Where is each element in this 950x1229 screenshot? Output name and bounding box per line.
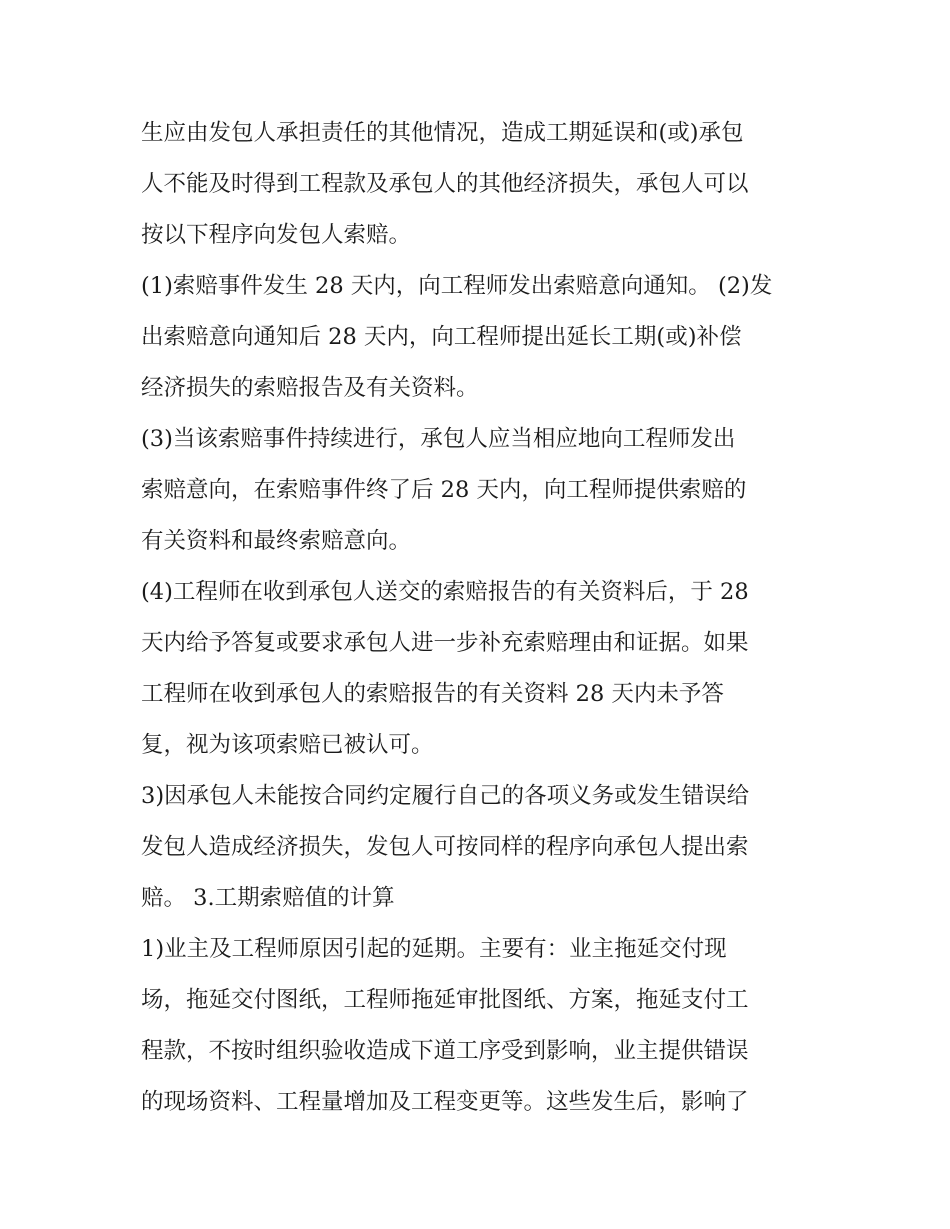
text-line: (4)工程师在收到承包人送交的索赔报告的有关资料后，于 28: [141, 579, 749, 605]
document-body: [141, 108, 821, 1128]
text-line: 生应由发包人承担责任的其他情况，造成工期延误和(或)承包: [141, 120, 744, 146]
text-line: 发包人造成经济损失，发包人可按同样的程序向承包人提出索: [141, 834, 749, 860]
text-line: 经济损失的索赔报告及有关资料。: [141, 375, 479, 401]
text-line: 出索赔意向通知后 28 天内，向工程师提出延长工期(或)补偿: [141, 324, 742, 350]
text-line: 的现场资料、工程量增加及工程变更等。这些发生后，影响了: [141, 1089, 749, 1115]
text-line: 人不能及时得到工程款及承包人的其他经济损失，承包人可以: [141, 171, 749, 197]
text-line: 程款，不按时组织验收造成下道工序受到影响，业主提供错误: [141, 1038, 749, 1064]
text-line: (1)索赔事件发生 28 天内，向工程师发出索赔意向通知。 (2)发: [141, 273, 773, 299]
text-line: 3)因承包人未能按合同约定履行自己的各项义务或发生错误给: [141, 783, 750, 809]
text-line: 索赔意向，在索赔事件终了后 28 天内，向工程师提供索赔的: [141, 477, 747, 503]
text-line: 1)业主及工程师原因引起的延期。主要有：业主拖延交付现: [141, 936, 727, 962]
text-line: 工程师在收到承包人的索赔报告的有关资料 28 天内未予答: [141, 681, 724, 707]
text-line: (3)当该索赔事件持续进行，承包人应当相应地向工程师发出: [141, 426, 736, 452]
text-line: 天内给予答复或要求承包人进一步补充索赔理由和证据。如果: [141, 630, 749, 656]
text-line: 复，视为该项索赔已被认可。: [141, 732, 434, 758]
text-line: 按以下程序向发包人索赔。: [141, 222, 412, 248]
text-line: 场，拖延交付图纸，工程师拖延审批图纸、方案，拖延支付工: [141, 987, 749, 1013]
text-line: 赔。 3.工期索赔值的计算: [141, 885, 395, 911]
text-line: 有关资料和最终索赔意向。: [141, 528, 412, 554]
